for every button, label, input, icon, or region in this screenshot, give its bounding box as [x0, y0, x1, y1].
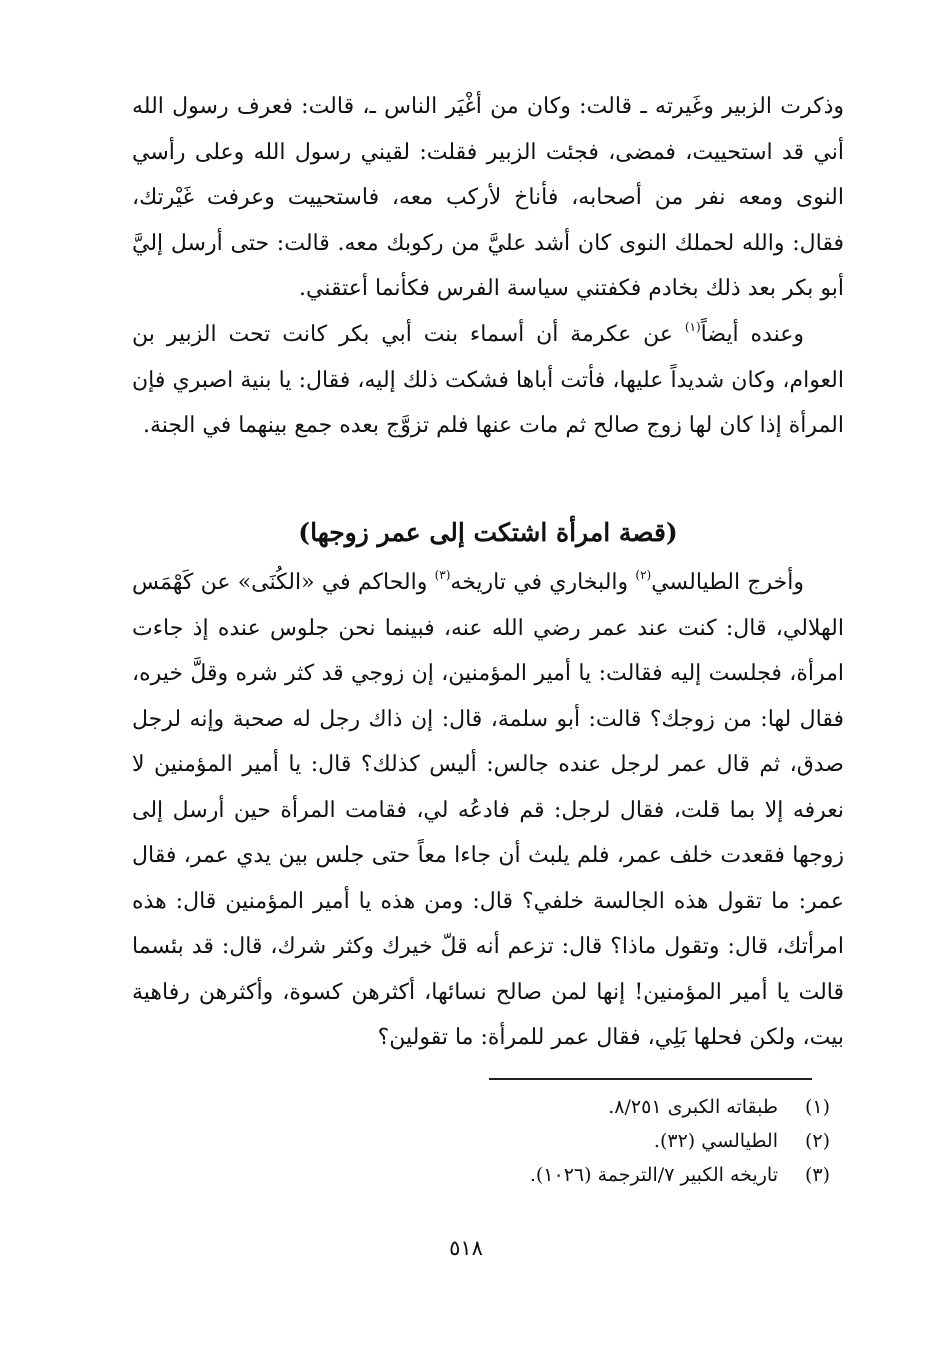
- paragraph-text: [132, 312, 844, 449]
- section-heading: (قصة امرأة اشتكت إلى عمر زوجها): [298, 518, 678, 547]
- paragraph-text: وذكرت الزبير وغَيرته ـ قالت: وكان من أغْيَر الناس ـ، قالت: فعرف رسول الله أني قد استحييت، فمضى، فجئت الزبير فقلت: لقيني رسول الله وعلى رأسي النوى ومعه نفر من أصحابه، فأناخ لأركب معه، فاستحييت وعرفت غَيْرتك، فقال: والله لحملك النوى كان أشد عليَّ من ركوبك معه. قالت: حتى أرسل إليَّ أبو بكر بعد ذلك بخادم فكفتني سياسة الفرس فكأنما أعتقني.: [132, 94, 844, 301]
- footnote-3: [230, 1158, 830, 1192]
- footnote-text: الطيالسي (٣٢).: [653, 1130, 778, 1152]
- paragraph-text: [132, 560, 844, 1061]
- footnote-separator: [489, 1078, 812, 1080]
- footnotes: [230, 1090, 830, 1192]
- paragraph-text-rest: والحاكم في «الكُنَى» عن كَهْمَس الهلالي، قال: كنت عند عمر رضي الله عنه، فبينما نحن جلوس عنده إذ جاءت امرأة، فجلست إليه فقالت: يا أمير المؤمنين، إن زوجي قد كثر شره وقلَّ خيره، فقال لها: من زوجك؟ قالت: أبو سلمة، قال: إن ذاك رجل له صحبة وإنه لرجل صدق، ثم قال عمر لرجل عنده جالس: أليس كذلك؟ قال: يا أمير المؤمنين لا نعرفه إلا بما قلت، فقال لرجل: قم فادعُه لي، فقامت المرأة حين أرسل إلى زوجها فقعدت خلف عمر، فلم يلبث أن جاءا معاً حتى جلس بين يدي عمر، فقال عمر: ما تقول هذه الجالسة خلفي؟ قال: ومن هذه يا أمير المؤمنين قال: هذه امرأتك، قال: وتقول ماذا؟ قال: تزعم أنه قلّ خيرك وكثر شرك، قال: قد بئسما قالت يا أمير المؤمنين! إنها لمن صالح نسائها، أكثرهن كسوة، وأكثرهن رفاهية بيت، ولكن فحلها بَلِي، فقال عمر للمرأة: ما تقولين؟: [132, 570, 844, 1050]
- footnote-text: طبقاته الكبرى ٨/٢٥١.: [608, 1096, 778, 1118]
- footnote-2: [230, 1124, 830, 1158]
- footnote-number: (٢): [804, 1130, 830, 1152]
- paragraph-text-start: وعنده أيضاً: [700, 322, 804, 347]
- paragraph-text-rest: عن عكرمة أن أسماء بنت أبي بكر كانت تحت الزبير بن العوام، وكان شديداً عليها، فأتت أباها فشكت ذلك إليه، فقال: يا بنية اصبري فإن المرأة إذا كان لها زوج صالح ثم مات عنها فلم تزوَّج بعده جمع بينهما في الجنة.: [132, 322, 844, 438]
- paragraph-text-middle: والبخاري في تاريخه: [450, 570, 636, 595]
- paragraph-zubair-jealousy: [132, 84, 844, 312]
- paragraph-text-start: وأخرج الطيالسي: [651, 570, 804, 595]
- footnote-marker-2[interactable]: (٢): [635, 568, 652, 582]
- page-number: ٥١٨: [449, 1236, 483, 1260]
- footnote-text: تاريخه الكبير ٧/الترجمة (١٠٢٦).: [529, 1164, 778, 1186]
- paragraph-umar-story: [132, 560, 844, 1061]
- footnote-marker-3[interactable]: (٣): [434, 568, 451, 582]
- footnote-number: (٣): [804, 1164, 830, 1186]
- footnote-number: (١): [804, 1096, 830, 1118]
- footnote-1: [230, 1090, 830, 1124]
- footnote-marker-1[interactable]: (١): [684, 320, 701, 334]
- paragraph-asma-story: [132, 312, 844, 449]
